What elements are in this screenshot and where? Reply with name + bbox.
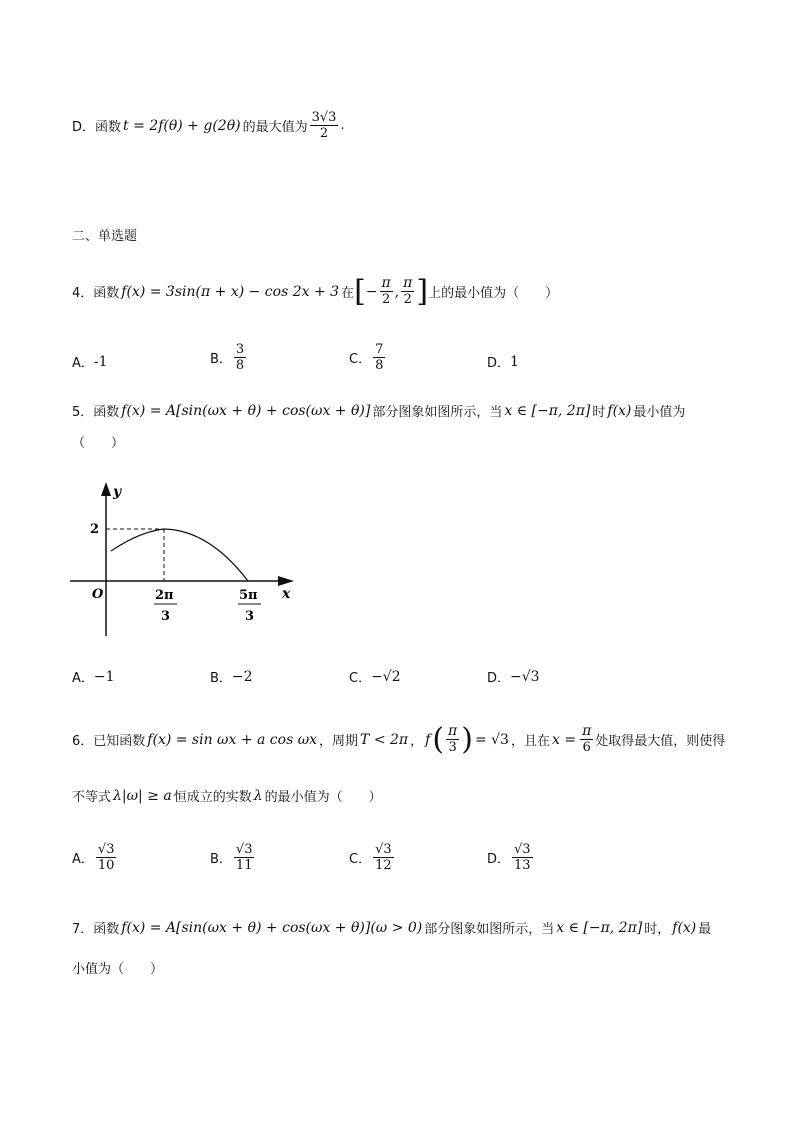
text: 在 <box>341 286 355 301</box>
minus-sign: − <box>365 283 378 300</box>
math-function: f(x) <box>672 919 697 936</box>
question-7-line2 <box>72 958 163 977</box>
option-value: −2 <box>231 668 253 685</box>
period: . <box>340 118 345 133</box>
fraction <box>234 342 246 373</box>
tick-label-denominator: 3 <box>245 609 255 624</box>
q5-option-d[interactable] <box>487 667 540 686</box>
math-expression: t = 2f(θ) + g(2θ) <box>123 117 241 134</box>
bracket-right: ] <box>416 273 429 309</box>
origin-label: O <box>92 587 104 602</box>
fraction <box>234 842 255 873</box>
fraction-denominator: 8 <box>235 358 245 373</box>
question-number: 5． <box>72 405 94 420</box>
fraction-numerator: 3√3 <box>311 110 337 125</box>
q6-option-d[interactable] <box>487 842 535 873</box>
fraction-denominator: 2 <box>319 126 329 141</box>
option-label: B． <box>210 852 232 867</box>
option-label: C． <box>349 852 372 867</box>
comma: , <box>394 283 400 300</box>
math-condition: x ∈ [−π, 2π] <box>504 402 591 419</box>
math-lambda: λ <box>253 787 263 804</box>
fraction-denominator: 8 <box>375 358 384 373</box>
q4-option-c[interactable] <box>349 342 387 373</box>
fraction-denominator: 2 <box>403 292 412 307</box>
fraction <box>373 342 385 373</box>
text: 最小值为 <box>633 405 686 420</box>
section-title: 二、单选题 <box>72 229 138 244</box>
option-value: −√2 <box>371 668 401 685</box>
option-value: -1 <box>93 353 108 370</box>
y-axis-label: y <box>113 484 122 500</box>
tick-label-numerator: 5π <box>239 588 258 603</box>
option-label: A． <box>72 356 94 371</box>
text: 时 <box>592 405 606 420</box>
option-label: D． <box>72 120 96 135</box>
fraction <box>310 110 339 141</box>
fraction <box>373 842 394 873</box>
q5-option-a[interactable] <box>72 667 115 686</box>
function-graph <box>64 476 304 646</box>
text: ，周期 <box>319 734 359 749</box>
text: 函数 <box>93 922 120 937</box>
q4-option-b[interactable] <box>210 342 248 373</box>
q5-option-b[interactable] <box>210 667 253 686</box>
q6-option-c[interactable] <box>349 842 396 873</box>
paren-left: ( <box>432 721 445 757</box>
peak-value-label: 2 <box>90 522 100 537</box>
math-function: f(x) <box>607 402 632 419</box>
fraction-numerator: √3 <box>514 842 531 857</box>
text: 的最小值为（ ） <box>264 790 382 805</box>
question-number: 4． <box>72 286 94 301</box>
math-inequality: λ|ω| ≥ a <box>113 787 172 804</box>
text: ，且在 <box>510 734 550 749</box>
fraction-denominator: 13 <box>514 858 531 873</box>
option-value: 1 <box>510 353 519 370</box>
text: 部分图象如图所示，当 <box>372 405 503 420</box>
question-5-paren <box>72 432 124 451</box>
fraction <box>512 842 533 873</box>
fraction-numerator: π <box>582 723 592 739</box>
question-6-line2 <box>72 786 382 805</box>
math-expression: f(x) = A[sin(ωx + θ) + cos(ωx + θ)](ω > 0) <box>121 919 423 936</box>
fraction-denominator: 3 <box>448 740 457 755</box>
text: 函数 <box>93 286 120 301</box>
fraction-denominator: 6 <box>582 740 591 755</box>
text: 函数 <box>93 405 120 420</box>
option-value: −√3 <box>510 668 540 685</box>
fraction-numerator: π <box>448 723 458 739</box>
q5-option-c[interactable] <box>349 667 401 686</box>
fraction <box>96 842 117 873</box>
text: 时， <box>644 922 671 937</box>
text: 小值为（ ） <box>72 962 164 977</box>
math-expression: f(x) = 3sin(π + x) − cos 2x + 3 <box>121 283 340 300</box>
text: 恒成立的实数 <box>173 790 252 805</box>
text: 部分图象如图所示，当 <box>424 922 555 937</box>
fraction-denominator: 10 <box>97 858 115 873</box>
q6-option-b[interactable] <box>210 842 256 873</box>
q6-option-a[interactable] <box>72 842 118 873</box>
question-7 <box>72 918 711 937</box>
math-expression: f(x) = sin ωx + a cos ωx <box>147 731 318 748</box>
tick-label-numerator: 2π <box>155 588 174 603</box>
option-label: C． <box>349 352 372 367</box>
question-5 <box>72 401 685 420</box>
option-label: B． <box>210 352 232 367</box>
text: 最 <box>698 922 712 937</box>
math-equation: = √3 <box>474 731 509 748</box>
x-axis-label: x <box>282 586 291 602</box>
tick-label-denominator: 3 <box>161 609 171 624</box>
fraction-denominator: 11 <box>235 858 253 873</box>
option-label: B． <box>210 671 232 686</box>
x-axis-arrow <box>278 576 294 586</box>
question-4 <box>72 273 559 309</box>
question-number: 7． <box>72 922 94 937</box>
text: 已知函数 <box>93 734 146 749</box>
text: 函数 <box>95 120 122 135</box>
fraction <box>580 724 593 755</box>
q4-option-d[interactable] <box>487 352 519 371</box>
option-label: D． <box>487 852 511 867</box>
question-number: 6． <box>72 734 94 749</box>
math-function: f <box>425 731 431 748</box>
option-label: D． <box>487 356 511 371</box>
option-value: −1 <box>93 668 115 685</box>
option-label: A． <box>72 671 94 686</box>
option-label: A． <box>72 852 94 867</box>
prev-option-d <box>72 110 345 141</box>
math-period: T < 2π <box>360 731 409 748</box>
answer-paren: （ ） <box>72 436 125 451</box>
option-label: D． <box>487 671 511 686</box>
option-label: C． <box>349 671 372 686</box>
fraction-numerator: 7 <box>375 342 384 357</box>
fraction-numerator: π <box>381 275 391 291</box>
fraction-numerator: √3 <box>235 842 253 857</box>
q4-option-a[interactable] <box>72 352 108 371</box>
fraction <box>380 276 393 307</box>
fraction-numerator: π <box>403 275 413 291</box>
fraction-numerator: √3 <box>97 842 115 857</box>
paren-right: ) <box>461 721 473 757</box>
fraction-numerator: √3 <box>375 842 392 857</box>
y-axis-arrow <box>101 482 111 496</box>
bracket-left: [ <box>354 273 366 309</box>
fraction <box>401 276 414 307</box>
math-expression: f(x) = A[sin(ωx + θ) + cos(ωx + θ)] <box>121 402 371 419</box>
fraction <box>446 724 459 755</box>
fraction-numerator: 3 <box>235 342 245 357</box>
text: ， <box>410 734 424 749</box>
fraction-denominator: 2 <box>381 292 391 307</box>
sine-curve <box>111 529 248 581</box>
math-x-equals: x = <box>551 731 577 748</box>
text: 处取得最大值，则使得 <box>595 734 726 749</box>
math-condition: x ∈ [−π, 2π] <box>556 919 643 936</box>
section-heading <box>72 225 137 244</box>
text: 不等式 <box>72 790 112 805</box>
fraction-denominator: 12 <box>375 858 392 873</box>
question-6 <box>72 721 726 757</box>
text: 的最大值为 <box>242 120 308 135</box>
text: 上的最小值为（ ） <box>428 286 559 301</box>
